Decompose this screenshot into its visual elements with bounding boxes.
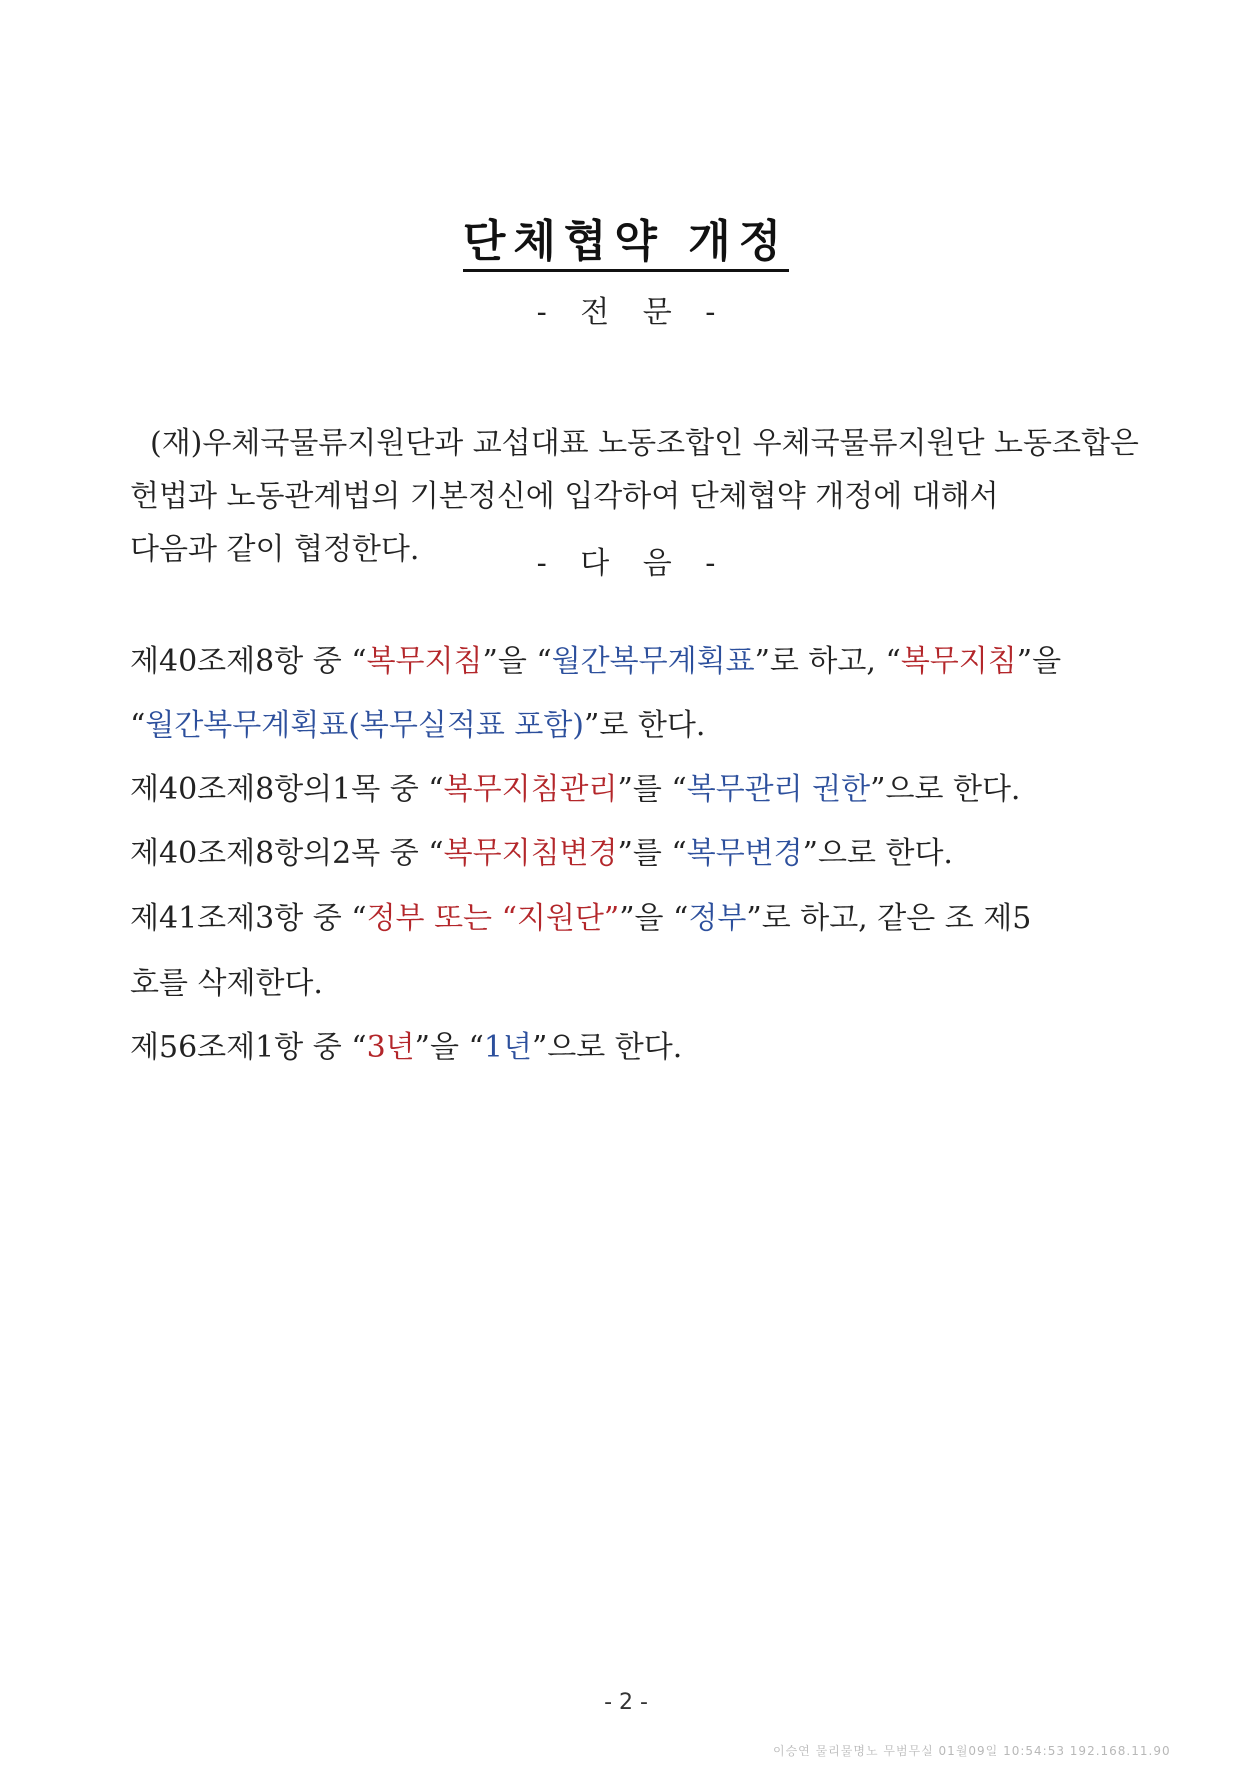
deleted-term: 복무지침변경: [443, 836, 618, 871]
amendment-line: [130, 828, 1130, 872]
amendment-text: ”을 “: [619, 901, 689, 936]
deleted-term: 복무지침: [366, 644, 483, 679]
amendment-line: [130, 958, 1130, 1002]
document-title: [0, 205, 1252, 269]
deleted-term: 복무지침: [900, 644, 1017, 679]
amendment-text: ”으로 한다.: [531, 1030, 683, 1065]
amendment-text: ”을: [1016, 644, 1062, 679]
amendment-text: ”를 “: [617, 772, 687, 807]
amendment-text: 제40조제8항의1목 중 “: [130, 772, 444, 807]
inserted-term: 정부: [688, 901, 747, 936]
inserted-term: 1년: [483, 1030, 532, 1065]
amendment-text: “: [130, 708, 146, 743]
amendment-text: ”을 “: [482, 644, 552, 679]
amendment-line: [130, 700, 1130, 744]
amendment-text: 제56조제1항 중 “: [130, 1030, 367, 1065]
amendment-text: ”를 “: [617, 836, 687, 871]
amendment-line: [130, 764, 1130, 808]
amendment-line: [130, 636, 1130, 680]
amendment-line: [130, 1022, 1130, 1066]
amendment-line: [130, 893, 1130, 937]
print-stamp: 이승연 물리물명노 무범무실 01월09일 10:54:53 192.168.11.90: [773, 1744, 1171, 1758]
amendment-text: 제41조제3항 중 “: [130, 901, 367, 936]
deleted-term: 정부 또는 “지원단”: [366, 901, 620, 936]
amendment-text: 제40조제8항의2목 중 “: [130, 836, 444, 871]
inserted-term: 복무변경: [686, 836, 803, 871]
amendment-text: ”을 “: [414, 1030, 484, 1065]
amendment-text: ”로 한다.: [584, 708, 706, 743]
inserted-term: 월간복무계획표(복무실적표 포함): [145, 708, 585, 743]
following-heading: - 다 음 -: [536, 546, 716, 581]
amendment-text: ”으로 한다.: [870, 772, 1021, 807]
amendment-text: ”로 하고, “: [754, 644, 901, 679]
amendment-text: ”으로 한다.: [802, 836, 953, 871]
document-title-text: 단체협약 개정: [463, 216, 789, 272]
amendment-text: 호를 삭제한다.: [130, 966, 323, 1001]
amendment-text: ”로 하고, 같은 조 제5: [746, 901, 1032, 936]
intro-line: 다음과 같이 협정한다.: [130, 532, 420, 567]
deleted-term: 복무지침관리: [443, 772, 618, 807]
amendment-text: 제40조제8항 중 “: [130, 644, 367, 679]
deleted-term: 3년: [366, 1030, 415, 1065]
inserted-term: 복무관리 권한: [686, 772, 871, 807]
intro-line: (재)우체국물류지원단과 교섭대표 노동조합인 우체국물류지원단 노동조합은: [150, 426, 1139, 461]
intro-line: 헌법과 노동관계법의 기본정신에 입각하여 단체협약 개정에 대해서: [130, 479, 999, 514]
page-number: - 2 -: [604, 1690, 648, 1715]
preamble-heading: - 전 문 -: [536, 295, 716, 330]
inserted-term: 월간복무계획표: [551, 644, 755, 679]
